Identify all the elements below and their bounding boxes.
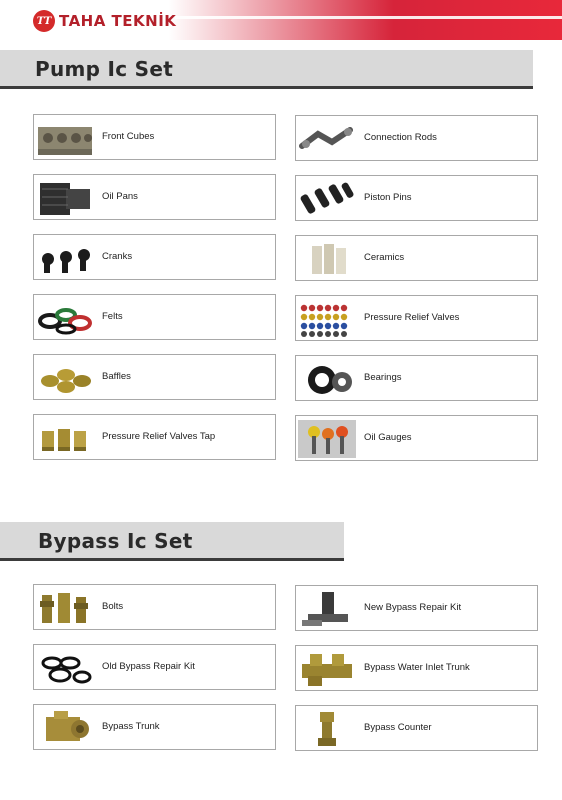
new-bypass-repair-kit-icon — [298, 590, 356, 628]
product-label: New Bypass Repair Kit — [364, 602, 462, 613]
ceramics-icon — [298, 240, 356, 278]
product-card — [295, 645, 538, 691]
product-card — [33, 234, 276, 280]
header-stripe — [175, 16, 562, 19]
piston-pins-icon — [298, 180, 356, 218]
product-label: Oil Gauges — [364, 432, 412, 443]
product-card — [295, 115, 538, 161]
product-card — [295, 355, 538, 401]
pressure-relief-valves-tap-icon — [36, 419, 94, 457]
bypass-water-inlet-trunk-icon — [298, 650, 356, 688]
bolts-icon — [36, 589, 94, 627]
pressure-relief-valves-icon — [298, 300, 356, 338]
front-cubes-icon — [36, 119, 94, 157]
product-label: Oil Pans — [102, 191, 138, 202]
brand-logo — [33, 10, 176, 32]
product-label: Connection Rods — [364, 132, 437, 143]
baffles-icon — [36, 359, 94, 397]
product-label: Cranks — [102, 251, 133, 262]
product-label: Front Cubes — [102, 131, 155, 142]
product-label: Piston Pins — [364, 192, 412, 203]
product-card — [33, 174, 276, 220]
product-card — [33, 354, 276, 400]
header-bar — [0, 0, 562, 40]
product-card — [33, 294, 276, 340]
old-bypass-repair-kit-icon — [36, 649, 94, 687]
product-card — [33, 584, 276, 630]
cranks-icon — [36, 239, 94, 277]
product-card — [295, 585, 538, 631]
product-label: Bearings — [364, 372, 402, 383]
brand-name: TAHA TEKNİK — [59, 12, 177, 30]
product-label: Bypass Water Inlet Trunk — [364, 662, 470, 673]
connection-rods-icon — [298, 120, 356, 158]
section-title-pump: Pump Ic Set — [35, 57, 174, 81]
product-label: Bolts — [102, 601, 124, 612]
product-label: Old Bypass Repair Kit — [102, 661, 195, 672]
section-title-bypass: Bypass Ic Set — [38, 529, 193, 553]
oil-gauges-icon — [298, 420, 356, 458]
bypass-trunk-icon — [36, 709, 94, 747]
product-label: Baffles — [102, 371, 131, 382]
product-card — [33, 644, 276, 690]
product-card — [295, 705, 538, 751]
product-card — [295, 235, 538, 281]
product-label: Bypass Trunk — [102, 721, 160, 732]
product-label: Pressure Relief Valves Tap — [102, 431, 216, 442]
bypass-counter-icon — [298, 710, 356, 748]
product-label: Ceramics — [364, 252, 405, 263]
product-label: Pressure Relief Valves — [364, 312, 460, 323]
product-card — [295, 175, 538, 221]
product-card — [295, 295, 538, 341]
bearings-icon — [298, 360, 356, 398]
product-label: Felts — [102, 311, 123, 322]
product-card — [33, 704, 276, 750]
product-card — [33, 414, 276, 460]
product-label: Bypass Counter — [364, 722, 432, 733]
logo-mark: TT — [33, 10, 55, 32]
product-card — [295, 415, 538, 461]
oil-pans-icon — [36, 179, 94, 217]
felts-icon — [36, 299, 94, 337]
product-card — [33, 114, 276, 160]
